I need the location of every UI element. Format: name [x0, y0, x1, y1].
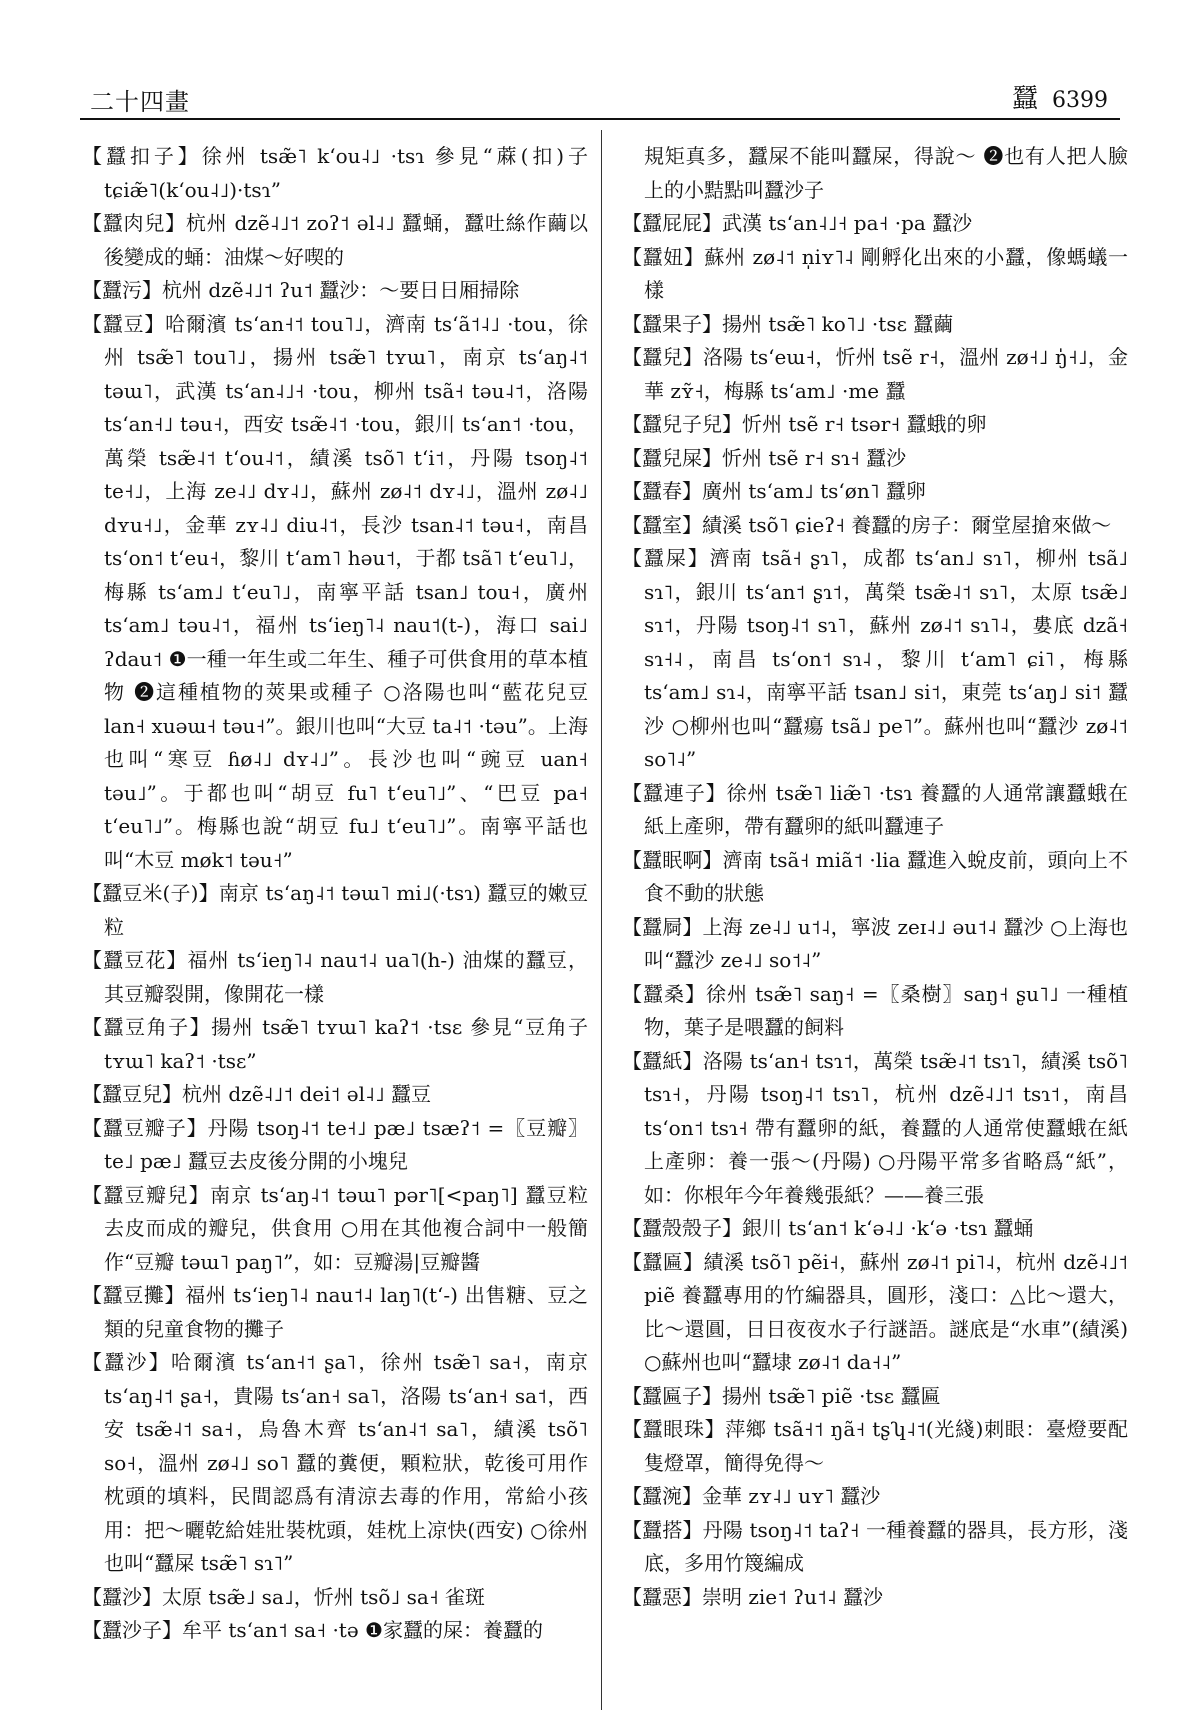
entry-text: 洛陽 tsʻeɯ˧，忻州 tsẽ r˧，溫州 zø˧˩ ŋ̍˧˩，金華 zʏ̃˧，梅縣 tsʻam˩ ·me 蠶 — [644, 345, 1128, 403]
entry-headword: 【蠶扣子】 — [82, 144, 202, 168]
dictionary-entry — [622, 542, 1128, 777]
entry-text: 揚州 tsæ̃˥ tʏɯ˥ kaʔ˦ ·tsɛ 參見“豆角子 tʏɯ˥ kaʔ˦ ·tsɛ” — [104, 1015, 588, 1073]
entry-text: 南京 tsʻaŋ˨˦ təɯ˥ mi˩(·tsɿ) 蠶豆的嫩豆粒 — [104, 881, 588, 939]
entry-headword: 【蠶匾子】 — [622, 1383, 722, 1408]
dictionary-entry — [82, 1179, 588, 1280]
dictionary-entry — [622, 978, 1128, 1045]
entry-text: 杭州 dzẽ˨˩˦ zoʔ˦ əl˨˩ 蠶蛹，蠶吐絲作繭以後變成的蛹：油煤～好喫的 — [104, 211, 588, 269]
entry-headword: 【蠶屁屁】 — [622, 211, 722, 235]
entry-text: 金華 zʏ˨˩ uʏ˥ 蠶沙 — [702, 1484, 881, 1508]
dictionary-entry — [82, 140, 588, 207]
section-label: 二十四畫 — [90, 88, 190, 116]
entry-text: 丹陽 tsoŋ˨˦ taʔ˧ 一種養蠶的器具，長方形，淺底，多用竹篾編成 — [644, 1517, 1128, 1575]
entry-headword: 【蠶屙】 — [622, 914, 703, 939]
entry-text: 規矩真多，蠶屎不能叫蠶屎，得說～ ❷也有人把人臉上的小黠點叫蠶沙子 — [644, 144, 1128, 202]
dictionary-entry — [82, 1581, 588, 1615]
entry-headword: 【蠶紙】 — [622, 1048, 703, 1073]
entry-text: 太原 tsæ̃˩ sa˩，忻州 tsõ˩ sa˧ 雀斑 — [162, 1584, 486, 1609]
entry-headword: 【蠶兒】 — [622, 345, 703, 369]
entry-text: 績溪 tsõ˥ ɕieʔ˧ 養蠶的房子：爾堂屋搶來做～ — [702, 512, 1112, 537]
entry-headword: 【蠶污】 — [82, 278, 162, 302]
entry-text: 徐州 tsæ̃˥ kʻou˨˩ ·tsɿ 參見“蔴(扣)子 tɕiæ̃˥(kʻou˨˩)·tsɿ” — [104, 144, 588, 202]
dictionary-entry — [82, 1346, 588, 1581]
dictionary-entry — [82, 1078, 588, 1112]
entry-headword: 【蠶果子】 — [622, 311, 722, 336]
right-column — [622, 140, 1128, 1700]
entry-text: 忻州 tsẽ r˧ tsər˧ 蠶蛾的卵 — [742, 412, 987, 436]
entry-text: 徐州 tsæ̃˥ saŋ˧ =〖桑樹〗saŋ˧ ʂu˥˩ 一種植物，葉子是喂蠶的飼料 — [644, 981, 1128, 1039]
dictionary-entry — [622, 341, 1128, 408]
dictionary-entry — [622, 1246, 1128, 1380]
dictionary-entry — [622, 1380, 1128, 1414]
dictionary-entry — [82, 274, 588, 308]
entry-headword: 【蠶沙】 — [82, 1350, 171, 1374]
dictionary-entry — [622, 1212, 1128, 1246]
entry-text: 濟南 tsã˧ miã˦ ·lia 蠶進入蛻皮前，頭向上不食不動的狀態 — [644, 847, 1128, 905]
dictionary-entry — [82, 1112, 588, 1179]
dictionary-entry-continuation — [622, 140, 1128, 207]
entry-text: 杭州 dzẽ˨˩˦ ʔu˦ 蠶沙：～要日日厢掃除 — [162, 278, 520, 302]
entry-headword: 【蠶眼珠】 — [622, 1417, 726, 1441]
entry-text: 杭州 dzẽ˨˩˦ dei˦ əl˨˩ 蠶豆 — [182, 1082, 432, 1106]
entry-text: 銀川 tsʻan˦ kʻə˨˩ ·kʻə ·tsɿ 蠶蛹 — [742, 1216, 1034, 1240]
dictionary-entry — [622, 241, 1128, 308]
dictionary-entry — [82, 877, 588, 944]
entry-headword: 【蠶兒屎】 — [622, 445, 722, 470]
entry-headword: 【蠶肉兒】 — [82, 211, 186, 235]
entry-headword: 【蠶沙子】 — [82, 1618, 182, 1642]
page-number: 6399 — [1052, 88, 1108, 113]
entry-headword: 【蠶眠啊】 — [622, 847, 723, 872]
entry-headword: 【蠶屎】 — [622, 546, 710, 570]
entry-text: 崇明 zie˦ ʔu˦˨ 蠶沙 — [702, 1584, 884, 1609]
entry-headword: 【蠶豆米(子)】 — [82, 881, 219, 905]
entry-headword: 【蠶兒子兒】 — [622, 412, 742, 436]
entry-text: 上海 ze˨˩ u˦˨，寧波 zeɪ˨˩ əu˦˨ 蠶沙 ○上海也叫“蠶沙 ze˨˩ so˦˨” — [644, 914, 1128, 972]
dictionary-entry — [82, 308, 588, 878]
page-header — [80, 78, 1120, 120]
entry-headword: 【蠶沙】 — [82, 1584, 162, 1609]
left-column — [82, 140, 588, 1700]
dictionary-entry — [622, 207, 1128, 241]
page-heading — [1012, 78, 1108, 115]
dictionary-entry — [622, 844, 1128, 911]
entry-headword: 【蠶桑】 — [622, 981, 706, 1006]
entry-text: 丹陽 tsoŋ˨˦ te˧˩ pæ˩ tsæʔ˦ =〖豆瓣〗te˩ pæ˩ 蠶豆去皮後分開的小塊兒 — [104, 1115, 588, 1173]
entry-text: 武漢 tsʻan˨˩˧ pa˧ ·pa 蠶沙 — [722, 211, 973, 235]
dictionary-entry — [622, 509, 1128, 543]
entry-text: 福州 tsʻieŋ˥˨ nau˦˨ laŋ˥(tʻ-) 出售糖、豆之類的兒童食物的攤子 — [104, 1283, 588, 1341]
dictionary-entry — [622, 442, 1128, 476]
entry-text: 福州 tsʻieŋ˥˨ nau˦˨ ua˥(h-) 油煤的蠶豆，其豆瓣裂開，像開花一樣 — [104, 948, 588, 1006]
entry-text: 忻州 tsẽ r˧ sɿ˧ 蠶沙 — [722, 445, 907, 470]
column-divider — [601, 130, 602, 1710]
entry-headword: 【蠶豆角子】 — [82, 1015, 212, 1039]
entry-headword: 【蠶豆花】 — [82, 948, 188, 972]
dictionary-entry — [622, 1413, 1128, 1480]
entry-headword: 【蠶室】 — [622, 512, 702, 537]
dictionary-entry — [622, 1514, 1128, 1581]
dictionary-entry — [622, 408, 1128, 442]
dictionary-entry — [622, 911, 1128, 978]
entry-text: 徐州 tsæ̃˥ liæ̃˥ ·tsɿ 養蠶的人通常讓蠶蛾在紙上產卵，帶有蠶卵的紙叫蠶連子 — [644, 780, 1128, 838]
dictionary-entry — [622, 1581, 1128, 1615]
entry-text: 牟平 tsʻan˦ sa˧ ·tə ❶家蠶的屎：養蠶的 — [182, 1618, 543, 1642]
entry-text: 哈爾濱 tsʻan˧˦ tou˥˩，濟南 tsʻã˦˨˩ ·tou，徐州 tsæ̃˥ tou˥˩，揚州 tsæ̃˥ tʏɯ˥，南京 tsʻaŋ˨˦ təɯ˥，武漢 tsʻan˨˩˧ ·tou，柳州 tsã˧ təu˨˦，洛陽 tsʻan˧˩ təu˧，西安 tsæ̃˨˦ ·tou，銀川 tsʻan˦ ·tou，萬榮 tsæ̃˨˦ tʻou˨˦，績溪 tsõ˥ tʻi˦，丹陽 tsoŋ˨˦ te˧˩，上海 ze˨˩ dʏ˨˩，蘇州 zø˨˦ dʏ˨˩，溫州 zø˨˩ dʏu˧˩，金華 zʏ˨˩ diu˨˦，長沙 tsan˨˦ təu˧，南昌 tsʻon˦ tʻeu˧，黎川 tʻam˥ həu˦，于都 tsã˥ tʻeu˥˩，梅縣 tsʻam˩ tʻeu˥˩，南寧平話 tsan˩ tou˧，廣州 tsʻam˩ təu˨˦，福州 tsʻieŋ˥˨ nau˦(t-)，海口 sai˩ ʔdau˦ ❶一種一年生或二年生、種子可供食用的草本植物 ❷這種植物的莢果或種子 ○洛陽也叫“藍花兒豆 lan˧ xuəɯ˧ təu˧”。銀川也叫“大豆 ta˨˦ ·təu”。上海也叫“寒豆 ɦø˨˩ dʏ˨˩”。長沙也叫“豌豆 uan˧ təu˩”。于都也叫“胡豆 fu˥ tʻeu˥˩”、“巴豆 pa˧ tʻeu˥˩”。梅縣也說“胡豆 fu˩ tʻeu˥˩”。南寧平話也叫“木豆 møk˦ təu˧” — [104, 311, 588, 872]
dictionary-entry — [622, 308, 1128, 342]
entry-text: 濟南 tsã˧ ʂɿ˥，成都 tsʻan˩ sɿ˥，柳州 tsã˩ sɿ˥，銀川 tsʻan˦ ʂɿ˦，萬榮 tsæ̃˨˦ sɿ˥，太原 tsæ̃˩ sɿ˦，丹陽 tsoŋ˨˦ sɿ˥，蘇州 zø˨˦ sɿ˥˨，婁底 dzã˧ sɿ˧˨，南昌 tsʻon˦ sɿ˨，黎川 tʻam˥ ɕi˥，梅縣 tsʻam˩ sɿ˨，南寧平話 tsan˩ si˦，東莞 tsʻaŋ˩ si˦ 蠶沙 ○柳州也叫“蠶瘍 tsã˩ pe˥”。蘇州也叫“蠶沙 zø˨˦ so˥˨” — [644, 546, 1128, 771]
entry-headword: 【蠶連子】 — [622, 780, 727, 805]
head-character: 蠶 — [1011, 84, 1038, 114]
dictionary-entry — [82, 1011, 588, 1078]
dictionary-entry — [82, 1614, 588, 1648]
entry-text: 萍鄉 tsã˧˦ ŋã˧ tʂʮ˨˦(光綫)刺眼：臺燈要配隻燈罩，簡得免得～ — [644, 1417, 1128, 1475]
dictionary-entry — [622, 777, 1128, 844]
entry-headword: 【蠶匾】 — [622, 1249, 704, 1274]
entry-text: 廣州 tsʻam˩ tsʻøn˥ 蠶卵 — [702, 479, 926, 503]
entry-headword: 【蠶搭】 — [622, 1517, 703, 1542]
entry-headword: 【蠶惡】 — [622, 1584, 702, 1609]
dictionary-entry — [622, 475, 1128, 509]
entry-text: 南京 tsʻaŋ˨˦ təɯ˥ pər˥[<paŋ˥] 蠶豆粒去皮而成的瓣兒，供食用 ○用在其他複合詞中一般簡作“豆瓣 təɯ˥ paŋ˥”，如：豆瓣湯|豆瓣醬 — [104, 1182, 588, 1274]
dictionary-entry — [622, 1045, 1128, 1213]
entry-text: 洛陽 tsʻan˧ tsɿ˦，萬榮 tsæ̃˨˦ tsɿ˥，績溪 tsõ˥ tsɿ˧，丹陽 tsoŋ˨˦ tsɿ˥，杭州 dzẽ˨˩˦ tsɿ˦，南昌 tsʻon˦ tsɿ˧ 帶有蠶卵的紙，養蠶的人通常使蠶蛾在紙上產卵：養一張～(丹陽) ○丹陽平常多省略爲“紙”，如：你根年今年養幾張紙？——養三張 — [644, 1048, 1128, 1207]
dictionary-entry — [622, 1480, 1128, 1514]
entry-text: 揚州 tsæ̃˥ piẽ ·tsɛ 蠶匾 — [722, 1383, 941, 1408]
entry-text: 績溪 tsõ˥ pẽi˧，蘇州 zø˨˦ pi˥˨，杭州 dzẽ˨˩˦ piẽ 養蠶專用的竹編器具，圓形，淺口：△比～還大，比～還圓，日日夜夜水子行謎語。謎底是“水車”(績溪) ○蘇州也叫“蠶埭 zø˨˦ da˧˨” — [644, 1249, 1128, 1374]
entry-headword: 【蠶豆瓣子】 — [82, 1115, 208, 1140]
dictionary-entry — [82, 1279, 588, 1346]
entry-headword: 【蠶殼殼子】 — [622, 1216, 742, 1240]
entry-headword: 【蠶豆兒】 — [82, 1082, 182, 1106]
entry-headword: 【蠶涴】 — [622, 1484, 702, 1508]
entry-text: 哈爾濱 tsʻan˧˦ ʂa˥，徐州 tsæ̃˥ sa˧，南京 tsʻaŋ˨˦ ʂa˧，貴陽 tsʻan˧ sa˥，洛陽 tsʻan˧ sa˦，西安 tsæ̃˨˦ sa˧，烏魯木齊 tsʻan˨˦ sa˥，績溪 tsõ˥ so˧，溫州 zø˨˩ so˥ 蠶的糞便，顆粒狀，乾後可用作枕頭的填料，民間認爲有清涼去毒的作用，常給小孩用：把～曬乾給娃壯裝枕頭，娃枕上凉快(西安) ○徐州也叫“蠶屎 tsæ̃˥ sɿ˥” — [104, 1350, 588, 1575]
entry-headword: 【蠶妞】 — [622, 244, 705, 269]
dictionary-entry — [82, 944, 588, 1011]
entry-headword: 【蠶春】 — [622, 479, 702, 503]
entry-text: 揚州 tsæ̃˥ ko˥˩ ·tsɛ 蠶繭 — [722, 311, 954, 336]
dictionary-entry — [82, 207, 588, 274]
entry-text: 蘇州 zø˨˦ n̩iʏ˥˨ 剛孵化出來的小蠶，像螞蟻一樣 — [644, 244, 1128, 302]
entry-headword: 【蠶豆】 — [82, 311, 166, 336]
entry-headword: 【蠶豆瓣兒】 — [82, 1182, 211, 1207]
entry-headword: 【蠶豆攤】 — [82, 1283, 186, 1307]
